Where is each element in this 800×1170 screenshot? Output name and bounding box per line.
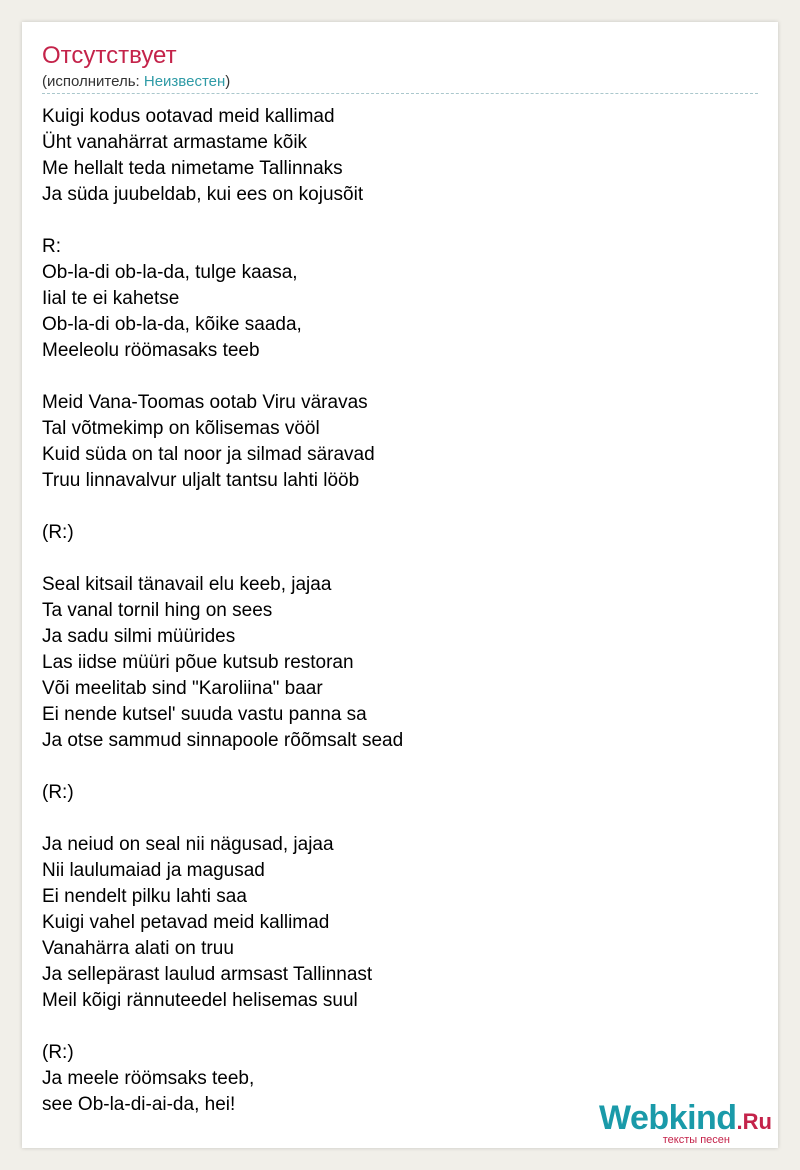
lyrics-line: Kuigi kodus ootavad meid kallimad — [42, 106, 335, 127]
logo-tagline: тексты песен — [662, 1134, 730, 1146]
lyrics-line: Ja sellepärast laulud armsast Tallinnast — [42, 964, 373, 985]
lyrics-blank-line — [42, 806, 758, 832]
lyrics-blank-line — [42, 1014, 758, 1040]
lyrics-line: Ja süda juubeldab, kui ees on kojusõit — [42, 184, 364, 205]
lyrics-blank-line — [42, 754, 758, 780]
artist-suffix: ) — [225, 73, 231, 90]
lyrics-line: Truu linnavalvur uljalt tantsu lahti lööb — [42, 470, 360, 491]
artist-prefix: (исполнитель: — [42, 73, 144, 90]
lyrics-line: Kuid süda on tal noor ja silmad säravad — [42, 444, 375, 465]
lyrics-blank-line — [42, 208, 758, 234]
lyrics-line: Ja otse sammud sinnapoole rõõmsalt sead — [42, 730, 404, 751]
lyrics-line: (R:) — [42, 782, 74, 803]
lyrics-block — [42, 104, 758, 1118]
lyrics-line: Ja meele röömsaks teeb, — [42, 1068, 255, 1089]
artist-link[interactable]: Неизвестен — [143, 73, 226, 90]
logo-name: Webkind — [599, 1099, 737, 1137]
lyrics-blank-line — [42, 546, 758, 572]
lyrics-line: Ja sadu silmi müürides — [42, 626, 236, 647]
lyrics-line: Iial te ei kahetse — [42, 288, 180, 309]
lyrics-line: Ob-la-di ob-la-da, tulge kaasa, — [42, 262, 298, 283]
lyrics-line: Või meelitab sind "Karoliina" baar — [42, 678, 323, 699]
lyrics-line: Nii laulumaiad ja magusad — [42, 860, 265, 881]
lyrics-blank-line — [42, 364, 758, 390]
lyrics-line: R: — [42, 236, 61, 257]
artist-line — [42, 72, 230, 92]
site-logo[interactable] — [599, 1099, 772, 1146]
logo-tld: .Ru — [736, 1109, 772, 1134]
lyrics-line: Seal kitsail tänavail elu keeb, jajaa — [42, 574, 332, 595]
lyrics-line: Vanahärra alati on truu — [42, 938, 234, 959]
lyrics-line: Kuigi vahel petavad meid kallimad — [42, 912, 330, 933]
lyrics-line: (R:) — [42, 1042, 74, 1063]
lyrics-line: Meid Vana-Toomas ootab Viru väravas — [42, 392, 368, 413]
lyrics-line: Ei nendelt pilku lahti saa — [42, 886, 247, 907]
lyrics-line: Ei nende kutsel' suuda vastu panna sa — [42, 704, 367, 725]
lyrics-line: Ta vanal tornil hing on sees — [42, 600, 273, 621]
lyrics-line: Tal võtmekimp on kõlisemas vööl — [42, 418, 320, 439]
lyrics-line: Ja neiud on seal nii nägusad, jajaa — [42, 834, 334, 855]
lyrics-line: Meil kõigi rännuteedel helisemas suul — [42, 990, 358, 1011]
lyrics-line: see Ob-la-di-ai-da, hei! — [42, 1094, 236, 1115]
lyrics-line: Me hellalt teda nimetame Tallinnaks — [42, 158, 343, 179]
lyrics-line: Meeleolu röömasaks teeb — [42, 340, 260, 361]
lyrics-blank-line — [42, 494, 758, 520]
lyrics-line: Üht vanahärrat armastame kõik — [42, 132, 308, 153]
header-divider — [42, 93, 758, 94]
song-title: Отсутствует — [42, 42, 177, 69]
lyrics-line: Ob-la-di ob-la-da, kõike saada, — [42, 314, 302, 335]
lyrics-line: Las iidse müüri põue kutsub restoran — [42, 652, 354, 673]
lyrics-line: (R:) — [42, 522, 74, 543]
